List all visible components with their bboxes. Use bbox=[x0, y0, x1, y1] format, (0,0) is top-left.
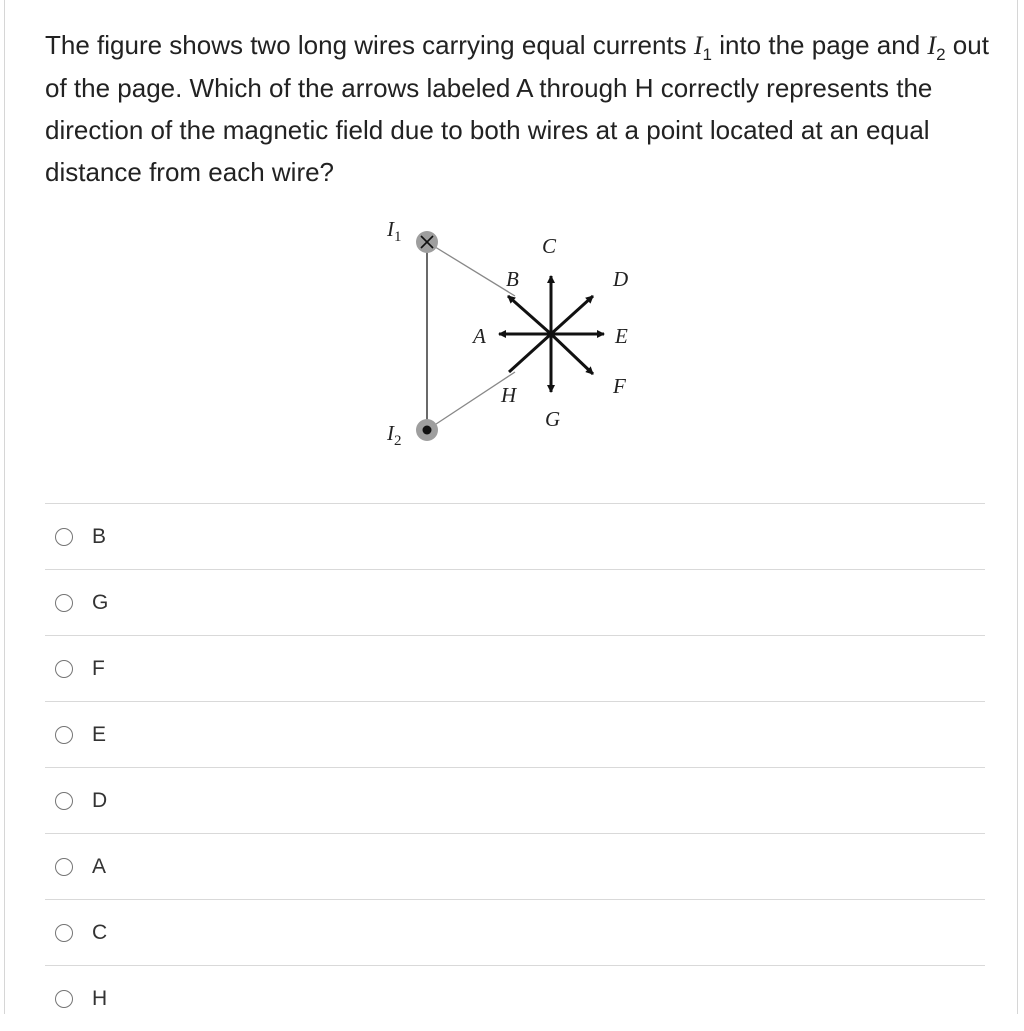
question-text-part3: out of the page. Which of the arrows labeled A through H correctly represents the direction of the magnetic field due to both wires at a point located at an equal distance from each wire? bbox=[45, 30, 989, 187]
radio-icon[interactable] bbox=[55, 726, 73, 744]
arrow-label-c: C bbox=[542, 234, 557, 258]
arrow-label-e: E bbox=[615, 324, 628, 348]
radio-icon[interactable] bbox=[55, 594, 73, 612]
arrow-label-d: D bbox=[613, 267, 629, 291]
option-a[interactable] bbox=[45, 833, 985, 899]
arrow-label-h: H bbox=[501, 383, 517, 407]
option-label: A bbox=[92, 854, 107, 878]
radio-icon[interactable] bbox=[55, 792, 73, 810]
option-label: H bbox=[92, 986, 108, 1010]
option-label: D bbox=[92, 788, 108, 812]
option-g[interactable] bbox=[45, 569, 985, 635]
current-i1-subscript: 1 bbox=[702, 45, 712, 65]
arrow-f bbox=[551, 334, 593, 374]
radio-icon[interactable] bbox=[55, 924, 73, 942]
arrow-b bbox=[508, 296, 551, 334]
option-c[interactable] bbox=[45, 899, 985, 965]
current-i2-symbol: I bbox=[927, 31, 937, 60]
current-i2-subscript: 2 bbox=[936, 45, 946, 65]
question-text-part1: The figure shows two long wires carrying equal currents bbox=[45, 30, 694, 60]
option-label: F bbox=[92, 656, 105, 680]
wire1-label: $I_1$ bbox=[387, 217, 402, 245]
arrow-label-f: F bbox=[613, 374, 626, 398]
arrow-label-g: G bbox=[545, 407, 561, 431]
arrow-h bbox=[509, 334, 551, 372]
radio-icon[interactable] bbox=[55, 858, 73, 876]
question-card bbox=[4, 0, 1018, 1014]
radio-icon[interactable] bbox=[55, 660, 73, 678]
option-label: C bbox=[92, 920, 108, 944]
wire2-out-of-page-icon bbox=[416, 419, 438, 441]
question-text bbox=[45, 24, 995, 193]
wires-diagram bbox=[355, 212, 655, 462]
question-text-part2: into the page and bbox=[712, 30, 928, 60]
option-e[interactable] bbox=[45, 701, 985, 767]
wires-figure bbox=[355, 212, 655, 467]
option-b[interactable] bbox=[45, 503, 985, 569]
option-label: G bbox=[92, 590, 109, 614]
radio-icon[interactable] bbox=[55, 990, 73, 1008]
option-f[interactable] bbox=[45, 635, 985, 701]
option-label: E bbox=[92, 722, 107, 746]
wire1-to-center-line bbox=[427, 242, 515, 296]
arrow-d bbox=[551, 296, 593, 334]
radio-icon[interactable] bbox=[55, 528, 73, 546]
option-label: B bbox=[92, 524, 107, 548]
arrow-label-b: B bbox=[506, 267, 519, 291]
current-i1-symbol: I bbox=[693, 31, 703, 60]
wire1-into-page-icon bbox=[416, 231, 438, 253]
answer-options bbox=[45, 503, 985, 1031]
arrow-label-a: A bbox=[473, 324, 486, 348]
wire2-label: $I_2$ bbox=[387, 421, 402, 449]
option-d[interactable] bbox=[45, 767, 985, 833]
option-h[interactable] bbox=[45, 965, 985, 1031]
